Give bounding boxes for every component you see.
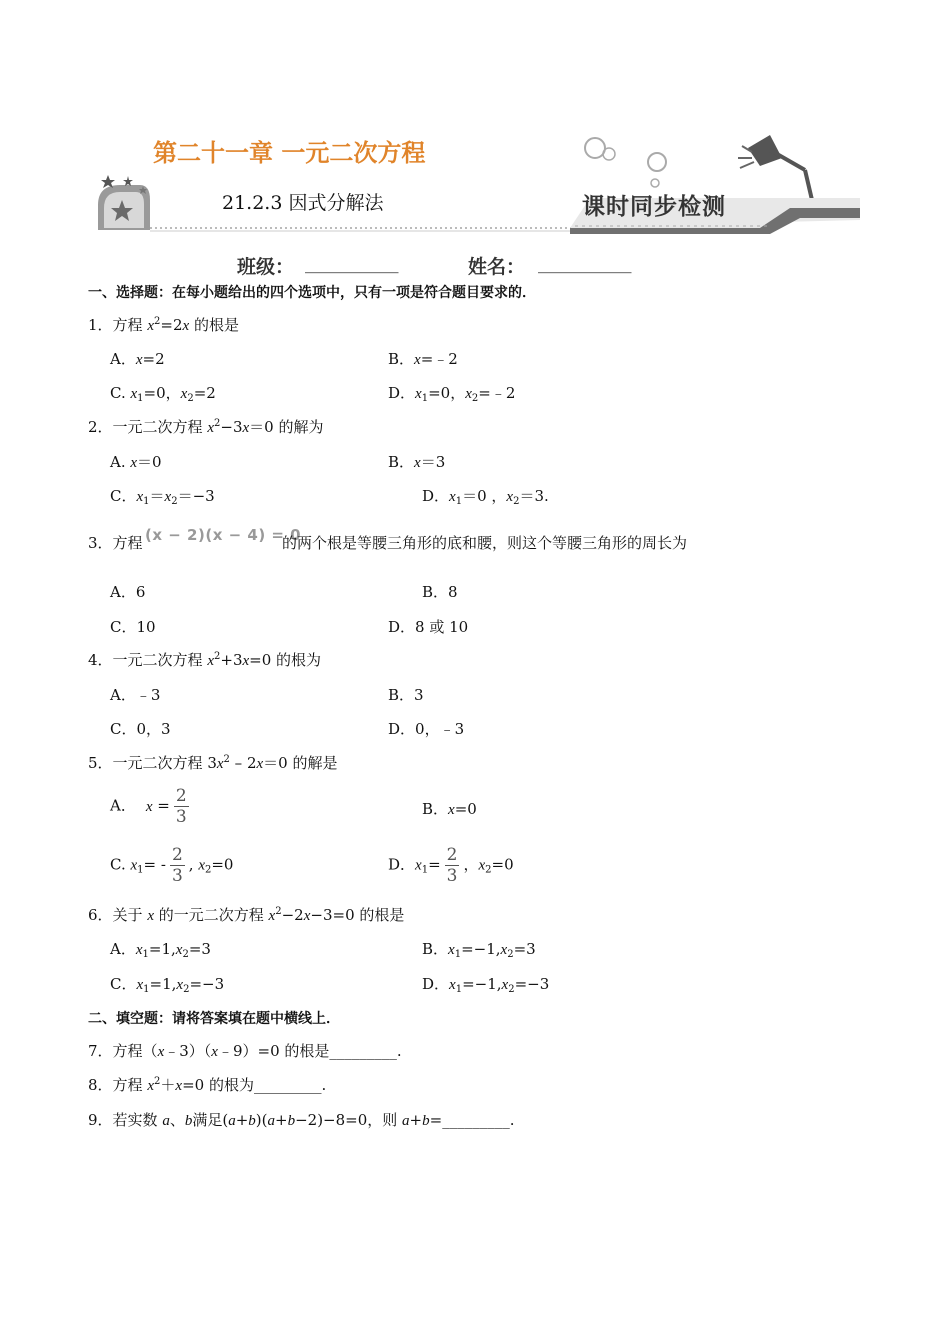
q5-option-d[interactable]: D．$x_1=$ $\frac{2}{3}$ ，$x_2=0$ xyxy=(388,845,514,886)
q7-answer-blank[interactable]: _________ xyxy=(329,1042,397,1060)
q4-option-c[interactable]: C．0，3 xyxy=(110,720,171,738)
q9-answer-blank[interactable]: _________ xyxy=(442,1111,510,1129)
question-9: 9．若实数 a、b满足(a+b)(a+b−2)−8=0，则 a+b=_________. xyxy=(88,1111,515,1129)
question-3: 3．方程 xyxy=(88,534,143,552)
q1-option-c[interactable]: C. $x_1=0$，$x_2=2$ xyxy=(110,384,216,404)
q8-answer-blank[interactable]: _________ xyxy=(253,1076,322,1094)
header-banner xyxy=(0,100,950,240)
q4-option-b[interactable]: B．3 xyxy=(388,686,424,704)
q6-option-b[interactable]: B．$x_1=-1,x_2=3$ xyxy=(422,940,536,960)
fraction: $\frac{2}{3}$ xyxy=(175,786,187,827)
q6-option-d[interactable]: D．$x_1=-1,x_2=-3$ xyxy=(422,975,550,995)
q6-option-a[interactable]: A．$x_1=1,x_2=3$ xyxy=(110,940,211,960)
question-4: 4．一元二次方程 $x^2+3x=0$ 的根为 xyxy=(88,651,322,669)
name-label: 姓名： xyxy=(468,256,526,278)
class-blank[interactable]: ___________ xyxy=(305,254,399,274)
question-7: 7．方程（x﹣3）（x﹣9）=0 的根是_________. xyxy=(88,1042,402,1060)
desk-lamp-icon xyxy=(738,135,812,200)
q6-option-c[interactable]: C．$x_1=1,x_2=-3$ xyxy=(110,975,225,995)
class-label: 班级： xyxy=(237,256,295,278)
question-3-text: 的两个根是等腰三角形的底和腰，则这个等腰三角形的周长为 xyxy=(282,534,688,552)
q2-option-a[interactable]: A. x＝0 xyxy=(110,453,162,471)
q1-option-d[interactable]: D．$x_1=0$，$x_2=﹣2$ xyxy=(388,384,516,404)
q3-option-b[interactable]: B．8 xyxy=(422,583,458,601)
star-badge-icon xyxy=(98,175,150,230)
q2-option-b[interactable]: B．x＝3 xyxy=(388,453,446,471)
question-1: 1．方程 $x^2=2x$ 的根是 xyxy=(88,316,239,334)
q1-option-b[interactable]: B．x=﹣2 xyxy=(388,350,458,368)
part1-heading: 一、选择题：在每小题给出的四个选项中，只有一项是符合题目要求的． xyxy=(88,285,536,301)
part2-heading: 二、填空题：请将答案填在题中横线上． xyxy=(88,1011,340,1027)
q3-option-a[interactable]: A．6 xyxy=(110,583,146,601)
question-2: 2．一元二次方程 $x^2-3x=0$ 的解为 xyxy=(88,418,324,436)
fraction: $\frac{2}{3}$ xyxy=(446,845,458,886)
q5-option-a[interactable]: A． x = $\frac{2}{3}$ xyxy=(110,786,187,827)
fraction: $\frac{2}{3}$ xyxy=(171,845,183,886)
q1-option-a[interactable]: A．x=2 xyxy=(110,350,165,368)
q2-option-c[interactable]: C．$x_1=x_2=-3$ xyxy=(110,487,215,507)
question-8: 8．方程 $x^2+x=0$ 的根为_________. xyxy=(88,1076,327,1094)
q5-option-c[interactable]: C. $x_1=$ - $\frac{2}{3}$ , $x_2=0$ xyxy=(110,845,234,886)
q3-option-c[interactable]: C．10 xyxy=(110,618,156,636)
q2-option-d[interactable]: D．$x_1=0$ ，$x_2=3$. xyxy=(422,487,549,507)
header-decoration xyxy=(0,100,950,240)
question-6: 6．关于 x 的一元二次方程 $x^2-2x-3=0$ 的根是 xyxy=(88,906,405,924)
q4-option-a[interactable]: A．﹣3 xyxy=(110,686,161,704)
name-blank[interactable]: ___________ xyxy=(538,254,632,274)
q5-option-b[interactable]: B．x=0 xyxy=(422,800,477,818)
question-5: 5．一元二次方程 $3x^2 - 2x=0$ 的解是 xyxy=(88,754,338,772)
chapter-title: 第二十一章 一元二次方程 xyxy=(153,139,426,167)
section-title: 21.2.3 因式分解法 xyxy=(222,192,384,214)
banner-text: 课时同步检测 xyxy=(582,193,726,220)
q3-option-d[interactable]: D．8 或 10 xyxy=(388,618,469,636)
q4-option-d[interactable]: D．0，﹣3 xyxy=(388,720,465,738)
q3-formula: (x − 2)(x − 4) = 0 xyxy=(145,526,302,544)
